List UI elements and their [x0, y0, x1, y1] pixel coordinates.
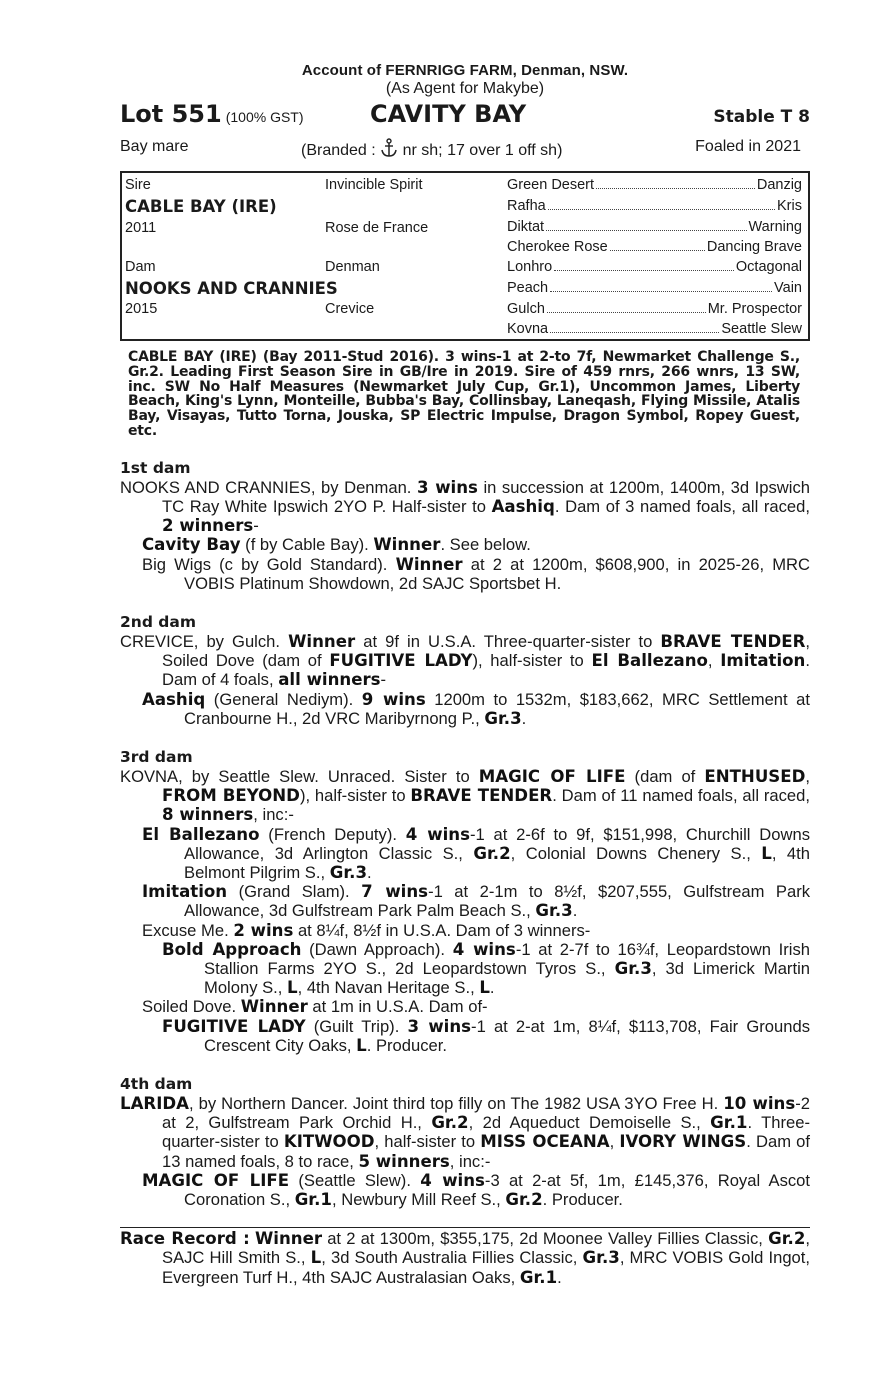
progeny-entry: El Ballezano (French Deputy). 4 wins-1 at 2-6f to 9f, $151,998, Churchill Downs Allowance, 3d Arlington Classic S., Gr.2, Colonial Downs Chenery S., L, 4th Belmont Pilgrim S., Gr.3.	[142, 824, 810, 883]
progeny-entry: FUGITIVE LADY (Guilt Trip). 3 wins-1 at 2-at 1m, 8¼f, $113,708, Fair Grounds Crescent City Oaks, L. Producer.	[162, 1016, 810, 1055]
grandparent-row	[507, 301, 802, 317]
grandparent-sire: Kris	[777, 198, 802, 214]
dam-sections	[120, 459, 810, 1210]
grandparent-row	[507, 177, 802, 193]
colour-sex: Bay mare	[120, 138, 189, 155]
dam-heading: 4th dam	[120, 1075, 193, 1094]
stable-location: Stable T 8	[713, 107, 810, 127]
grandparent-sire: Vain	[774, 280, 802, 296]
grandparent-row	[507, 219, 802, 235]
progeny-entry: Cavity Bay (f by Cable Bay). Winner. See below.	[142, 535, 531, 555]
dam-dam: Crevice	[325, 301, 375, 317]
progeny-entry: MAGIC OF LIFE (Seattle Slew). 4 wins-3 at 2-at 5f, 1m, £145,376, Royal Ascot Coronation S., Gr.1, Newbury Mill Reef S., Gr.2. Producer.	[142, 1170, 810, 1210]
race-record-label: Race Record :	[120, 1229, 250, 1249]
pedigree-table	[120, 171, 810, 341]
grandparent-name: Peach	[507, 280, 549, 296]
progeny-entry: Imitation (Grand Slam). 7 wins-1 at 2-1m to 8½f, $207,555, Gulfstream Park Allowance, 3d Gulfstream Park Palm Beach S., Gr.3.	[142, 882, 811, 921]
info-row	[120, 138, 810, 164]
dam-name: NOOKS AND CRANNIES	[125, 279, 338, 298]
catalogue-page	[120, 62, 810, 1287]
grandparent-name: Kovna	[507, 321, 549, 337]
grandparent-row	[507, 198, 802, 214]
dam-heading: 2nd dam	[120, 613, 197, 631]
dam-heading: 1st dam	[120, 458, 191, 477]
grandparent-name: Green Desert	[507, 177, 595, 193]
dam-section	[120, 459, 810, 593]
grandparent-sire: Warning	[748, 219, 802, 235]
grandparent-row	[507, 280, 802, 296]
grandparent-sire: Octagonal	[735, 259, 802, 275]
horse-name: CAVITY BAY	[370, 100, 527, 128]
lot-number: Lot 551	[120, 100, 222, 128]
grandparent-name: Cherokee Rose	[507, 239, 608, 255]
grandparent-name: Lonhro	[507, 259, 553, 275]
dam-section	[120, 613, 810, 728]
anchor-brand-icon	[380, 138, 398, 158]
vendor-account: Account of FERNRIGG FARM, Denman, NSW.	[301, 62, 629, 79]
race-record-text: Winner at 2 at 1300m, $355,175, 2d Moonee Valley Fillies Classic, Gr.2, SAJC Hill Smith S., L, 3d South Australia Fillies Classic, Gr.3, MRC VOBIS Gold Ingot, Evergreen Turf H., 4th SAJC Australasian Oaks, Gr.1.	[162, 1229, 810, 1287]
grandparent-sire: Mr. Prospector	[707, 301, 802, 317]
dam-year: 2015	[125, 301, 158, 317]
dam-heading: 3rd dam	[120, 748, 193, 767]
foaling-year: Foaled in 2021	[695, 138, 801, 155]
progeny-entry: Bold Approach (Dawn Approach). 4 wins-1 at 2-7f to 16¾f, Leopardstown Irish Stallion Farms 2YO S., 2d Leopardstown Tyros S., Gr.3, 3d Limerick Martin Molony S., L, 4th Navan Heritage S., L.	[162, 939, 810, 998]
dam-entry: KOVNA, by Seattle Slew. Unraced. Sister to MAGIC OF LIFE (dam of ENTHUSED, FROM BEYOND), half-sister to BRAVE TENDER. Dam of 11 named foals, all raced, 8 winners, inc:-	[120, 767, 811, 825]
dam-entry: LARIDA, by Northern Dancer. Joint third top filly on The 1982 USA 3YO Free H. 10 wins-2 at 2, Gulfstream Park Orchid H., Gr.2, 2d Aqueduct Demoiselle S., Gr.1. Three-quarter-sister to KITWOOD, half-sister to MISS OCEANA, IVORY WINGS. Dam of 13 named foals, 8 to race, 5 winners, inc:-	[120, 1094, 811, 1171]
grandparent-name: Diktat	[507, 219, 545, 235]
brand-prefix: (Branded :	[301, 142, 381, 159]
gst-note: (100% GST)	[225, 109, 304, 125]
progeny-entry: Big Wigs (c by Gold Standard). Winner at 2 at 1200m, $608,900, in 2025-26, MRC VOBIS Platinum Showdown, 2d SAJC Sportsbet H.	[142, 554, 811, 593]
dam-section	[120, 748, 810, 1055]
sire-summary: CABLE BAY (IRE) (Bay 2011-Stud 2016). 3 wins-1 at 2-to 7f, Newmarket Challenge S., Gr.2. Leading First Season Sire in GB/Ire in 2019. Sire of 459 rnrs, 266 wnrs, 13 SW, inc. SW No Half Measures (Newmarket July Cup, Gr.1), Uncommon James, Liberty Beach, King's Lynn, Monteille, Bubba's Bay, Collinsbay, Laneqash, Flying Missile, Atalis Bay, Visayas, Tutto Torna, Jouska, SP Electric Impulse, Dragon Symbol, Ropey Guest, etc.	[128, 349, 800, 439]
progeny-entry: Excuse Me. 2 wins at 8¼f, 8½f in U.S.A. Dam of 3 winners-	[142, 920, 591, 940]
grandparent-sire: Dancing Brave	[706, 239, 802, 255]
sire-label: Sire	[125, 177, 151, 193]
lot-row	[120, 100, 810, 132]
brand-description	[301, 138, 562, 160]
dam-entry: CREVICE, by Gulch. Winner at 9f in U.S.A. Three-quarter-sister to BRAVE TENDER, Soiled Dove (dam of FUGITIVE LADY), half-sister to El Ballezano, Imitation. Dam of 4 foals, all winners-	[120, 632, 810, 690]
dam-entry: NOOKS AND CRANNIES, by Denman. 3 wins in succession at 1200m, 1400m, 3d Ipswich TC Ray White Ipswich 2YO P. Half-sister to Aashiq. Dam of 3 named foals, all raced, 2 winners-	[120, 477, 810, 536]
grandparent-name: Gulch	[507, 301, 545, 317]
dam-label: Dam	[125, 259, 156, 275]
grandparent-sire: Danzig	[756, 177, 802, 193]
sire-name: CABLE BAY (IRE)	[125, 197, 277, 216]
agent-note: (As Agent for Makybe)	[385, 80, 545, 97]
brand-suffix: nr sh; 17 over 1 off sh)	[398, 142, 563, 159]
grandparent-row	[507, 239, 802, 255]
dam-sire: Denman	[325, 259, 380, 275]
sire-dam: Rose de France	[325, 220, 429, 236]
grandparent-row	[507, 321, 802, 337]
progeny-entry: Soiled Dove. Winner at 1m in U.S.A. Dam of-	[142, 997, 488, 1017]
sire-sire: Invincible Spirit	[325, 177, 423, 193]
sire-year: 2011	[125, 220, 157, 236]
dam-section	[120, 1075, 810, 1209]
grandparent-sire: Seattle Slew	[721, 321, 802, 337]
race-record	[120, 1227, 810, 1287]
grandparent-name: Rafha	[507, 198, 546, 214]
progeny-entry: Aashiq (General Nediym). 9 wins 1200m to 1532m, $183,662, MRC Settlement at Cranbourne H., 2d VRC Maribyrnong P., Gr.3.	[142, 689, 811, 728]
grandparent-row	[507, 259, 802, 275]
